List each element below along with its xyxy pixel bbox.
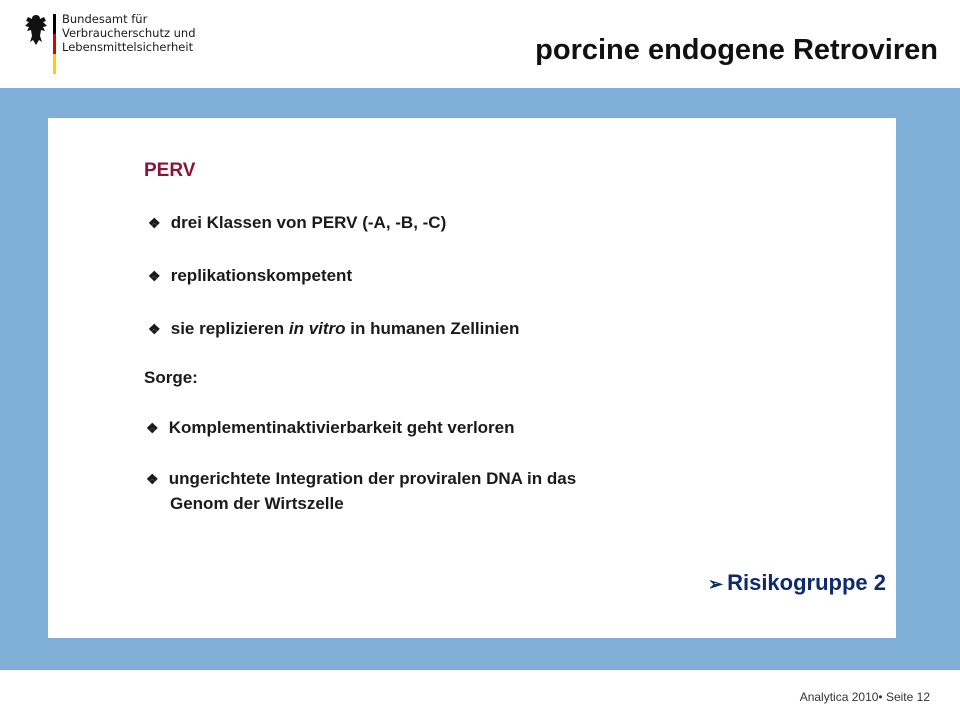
agency-name-line: Verbraucherschutz und [62,26,196,40]
bullet-text: replikationskompetent [170,266,353,285]
agency-name-line: Bundesamt für [62,12,148,26]
diamond-bullet-icon: ❖ [148,215,161,231]
concern-label: Sorge: [144,368,198,387]
bullet-item [148,212,446,234]
bullet-item [148,265,352,287]
diamond-bullet-icon: ❖ [148,268,161,284]
bullet-text-pre: sie replizieren [170,319,289,338]
arrow-right-icon: ➢ [707,574,724,594]
bullet-text: Komplementinaktivierbarkeit geht verloren [168,418,515,437]
bullet-text-post: in humanen Zellinien [345,319,520,338]
diamond-bullet-icon: ❖ [148,321,161,337]
slide-title: porcine endogene Retroviren [535,34,938,66]
bullet-continuation: Genom der Wirtszelle [170,494,344,513]
agency-name-line: Lebensmittelsicherheit [62,40,194,54]
slide-footer: Analytica 2010• Seite 12 [799,690,930,704]
bullet-item [148,318,519,340]
diamond-bullet-icon: ❖ [146,471,159,487]
bullet-item [146,417,515,439]
agency-name [62,12,196,54]
slide-header [0,0,960,88]
flag-stripe [53,14,56,74]
bullet-text: drei Klassen von PERV (-A, -B, -C) [170,213,447,232]
federal-eagle-icon [24,12,48,48]
risk-group-callout [708,570,886,596]
bullet-item [146,468,576,490]
bullet-text-italic: in vitro [288,319,346,338]
risk-group-text: Risikogruppe 2 [727,570,886,595]
bullet-text: ungerichtete Integration der proviralen DNA in das [168,469,577,488]
diamond-bullet-icon: ❖ [146,420,159,436]
section-heading: PERV [144,160,196,181]
